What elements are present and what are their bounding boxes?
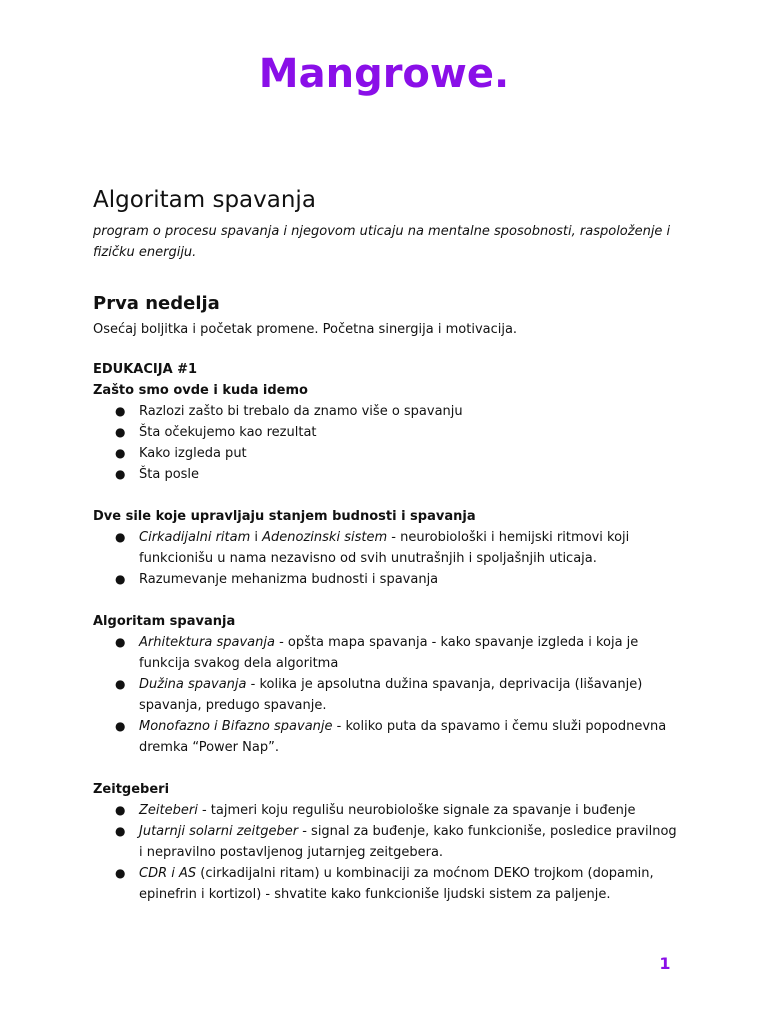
topic-group bbox=[93, 506, 678, 590]
section-lead: Osećaj boljitka i početak promene. Početna sinergija i motivacija. bbox=[93, 322, 518, 337]
bullet-icon: ● bbox=[115, 467, 126, 481]
list-item bbox=[93, 527, 678, 569]
list-item bbox=[93, 716, 678, 758]
item-term: Dužina spavanja bbox=[139, 677, 247, 692]
item-text: Šta očekujemo kao rezultat bbox=[139, 425, 317, 440]
item-text: Razumevanje mehanizma budnosti i spavanja bbox=[139, 572, 439, 587]
bullet-icon: ● bbox=[115, 824, 126, 838]
topic-group bbox=[93, 611, 678, 758]
item-term: Adenozinski sistem bbox=[262, 530, 388, 545]
bullet-icon: ● bbox=[115, 572, 126, 586]
item-text: Šta posle bbox=[139, 467, 200, 482]
topic-heading: Dve sile koje upravljaju stanjem budnosti i spavanja bbox=[93, 509, 476, 524]
topic-list bbox=[93, 632, 678, 758]
bullet-icon: ● bbox=[115, 866, 126, 880]
topic-heading: Zašto smo ovde i kuda idemo bbox=[93, 383, 308, 398]
item-text: - koliko puta da spavamo i čemu služi popodnevna dremka “Power Nap”. bbox=[139, 719, 667, 755]
list-item bbox=[93, 464, 678, 485]
bullet-icon: ● bbox=[115, 719, 126, 733]
item-term: Jutarnji solarni zeitgeber bbox=[139, 824, 299, 839]
list-item bbox=[93, 422, 678, 443]
item-term: Monofazno i Bifazno spavanje bbox=[139, 719, 333, 734]
list-item bbox=[93, 632, 678, 674]
item-text: - opšta mapa spavanja - kako spavanje izgleda i koja je funkcija svakog dela algoritma bbox=[139, 635, 639, 671]
list-item bbox=[93, 674, 678, 716]
section-title: Prva nedelja bbox=[93, 293, 220, 314]
bullet-icon: ● bbox=[115, 425, 126, 439]
list-item bbox=[93, 821, 678, 863]
item-term: Zeiteberi bbox=[139, 803, 198, 818]
list-item bbox=[93, 401, 678, 422]
page-number: 1 bbox=[659, 954, 671, 973]
list-item bbox=[93, 569, 678, 590]
bullet-icon: ● bbox=[115, 803, 126, 817]
bullet-icon: ● bbox=[115, 530, 126, 544]
item-term: CDR i AS bbox=[139, 866, 197, 881]
item-text: - kolika je apsolutna dužina spavanja, deprivacija (lišavanje) spavanja, predugo spavanje. bbox=[139, 677, 643, 713]
topic-heading: Zeitgeberi bbox=[93, 782, 170, 797]
item-term: Arhitektura spavanja bbox=[139, 635, 275, 650]
bullet-icon: ● bbox=[115, 677, 126, 691]
bullet-icon: ● bbox=[115, 446, 126, 460]
item-text: - neurobiološki i hemijski ritmovi koji funkcionišu u nama nezavisno od svih unutrašnjih i spoljašnjih uticaja. bbox=[139, 530, 630, 566]
list-item bbox=[93, 863, 678, 905]
bullet-icon: ● bbox=[115, 635, 126, 649]
item-text: - signal za buđenje, kako funkcioniše, posledice pravilnog i nepravilno postavljenog jutarnjeg zeitgebera. bbox=[139, 824, 677, 860]
topic-group bbox=[93, 380, 678, 485]
item-text: - tajmeri koju regulišu neurobiološke signale za spavanje i buđenje bbox=[197, 803, 636, 818]
item-connector: i bbox=[250, 530, 263, 545]
list-item bbox=[93, 800, 678, 821]
education-label: EDUKACIJA #1 bbox=[93, 362, 198, 377]
topic-list bbox=[93, 401, 678, 485]
list-item bbox=[93, 443, 678, 464]
item-text: Razlozi zašto bi trebalo da znamo više o spavanju bbox=[139, 404, 463, 419]
document-content bbox=[93, 183, 678, 905]
document-title: Algoritam spavanja bbox=[93, 187, 316, 213]
brand-logo: Mangrowe. bbox=[258, 51, 510, 97]
topic-heading: Algoritam spavanja bbox=[93, 614, 236, 629]
topic-list bbox=[93, 527, 678, 590]
document-subtitle: program o procesu spavanja i njegovom uticaju na mentalne sposobnosti, raspoloženje i fizičku energiju. bbox=[93, 224, 671, 260]
item-text: (cirkadijalni ritam) u kombinaciji za moćnom DEKO trojkom (dopamin, epinefrin i kortizol) - shvatite kako funkcioniše ljudski sistem za paljenje. bbox=[139, 866, 654, 902]
topic-group bbox=[93, 779, 678, 905]
item-text: Kako izgleda put bbox=[139, 446, 247, 461]
item-term: Cirkadijalni ritam bbox=[139, 530, 251, 545]
bullet-icon: ● bbox=[115, 404, 126, 418]
topic-list bbox=[93, 800, 678, 905]
